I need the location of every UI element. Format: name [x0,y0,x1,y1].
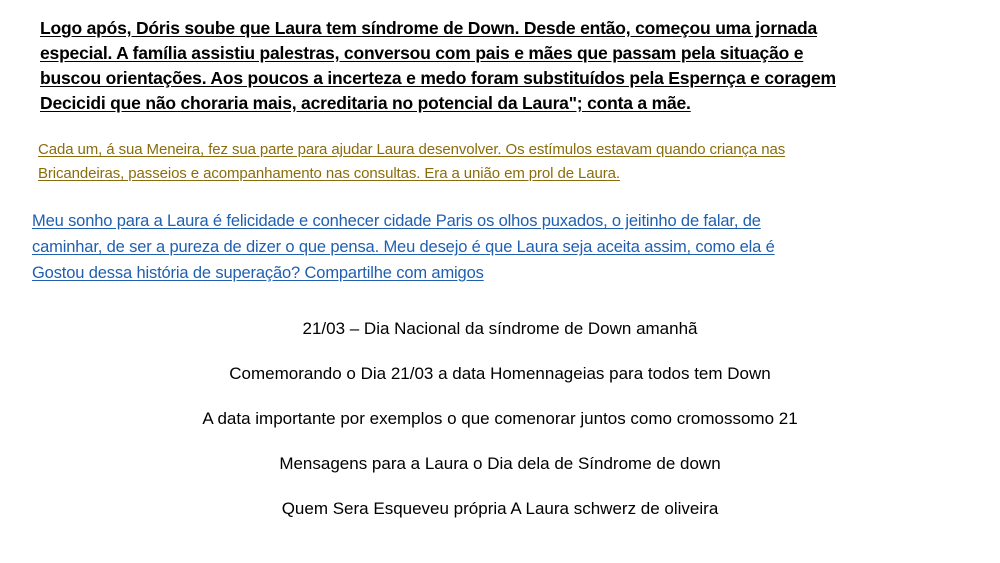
text-line: especial. A família assistiu palestras, conversou com pais e mães que passam pela situação e [40,43,804,63]
centered-line: 21/03 – Dia Nacional da síndrome de Down amanhã [302,319,698,338]
centered-line: Mensagens para a Laura o Dia dela de Síndrome de down [279,454,721,473]
text-line: Gostou dessa história de superação? Compartilhe com amigos [32,264,484,282]
centered-line: Quem Sera Esqueveu própria A Laura schwerz de oliveira [281,499,719,518]
text-line: caminhar, de ser a pureza de dizer o que pensa. Meu desejo é que Laura seja aceita assim, como ela é [32,238,775,256]
text-line: Logo após, Dóris soube que Laura tem síndrome de Down. Desde então, começou uma jornada [40,18,818,38]
centered-lines-group [30,306,970,531]
centered-line: Comemorando o Dia 21/03 a data Homennageias para todos tem Down [229,364,771,383]
text-line: Meu sonho para a Laura é felicidade e conhecer cidade Paris os olhos puxados, o jeitinho de falar, de [32,212,761,230]
paragraph-intro-bold [40,16,970,116]
text-line: Decicidi que não choraria mais, acreditaria no potencial da Laura"; conta a mãe. [40,93,691,113]
paragraph-dream-blue [32,208,970,286]
text-line: Cada um, á sua Meneira, fez sua parte para ajudar Laura desenvolver. Os estímulos estavam quando criança nas [38,141,786,158]
paragraph-support-olive [38,138,970,186]
text-line: buscou orientações. Aos poucos a incerteza e medo foram substituídos pela Espernça e coragem [40,68,836,88]
centered-line: A data importante por exemplos o que comenorar juntos como cromossomo 21 [202,409,798,428]
text-line: Bricandeiras, passeios e acompanhamento nas consultas. Era a união em prol de Laura. [38,165,620,182]
